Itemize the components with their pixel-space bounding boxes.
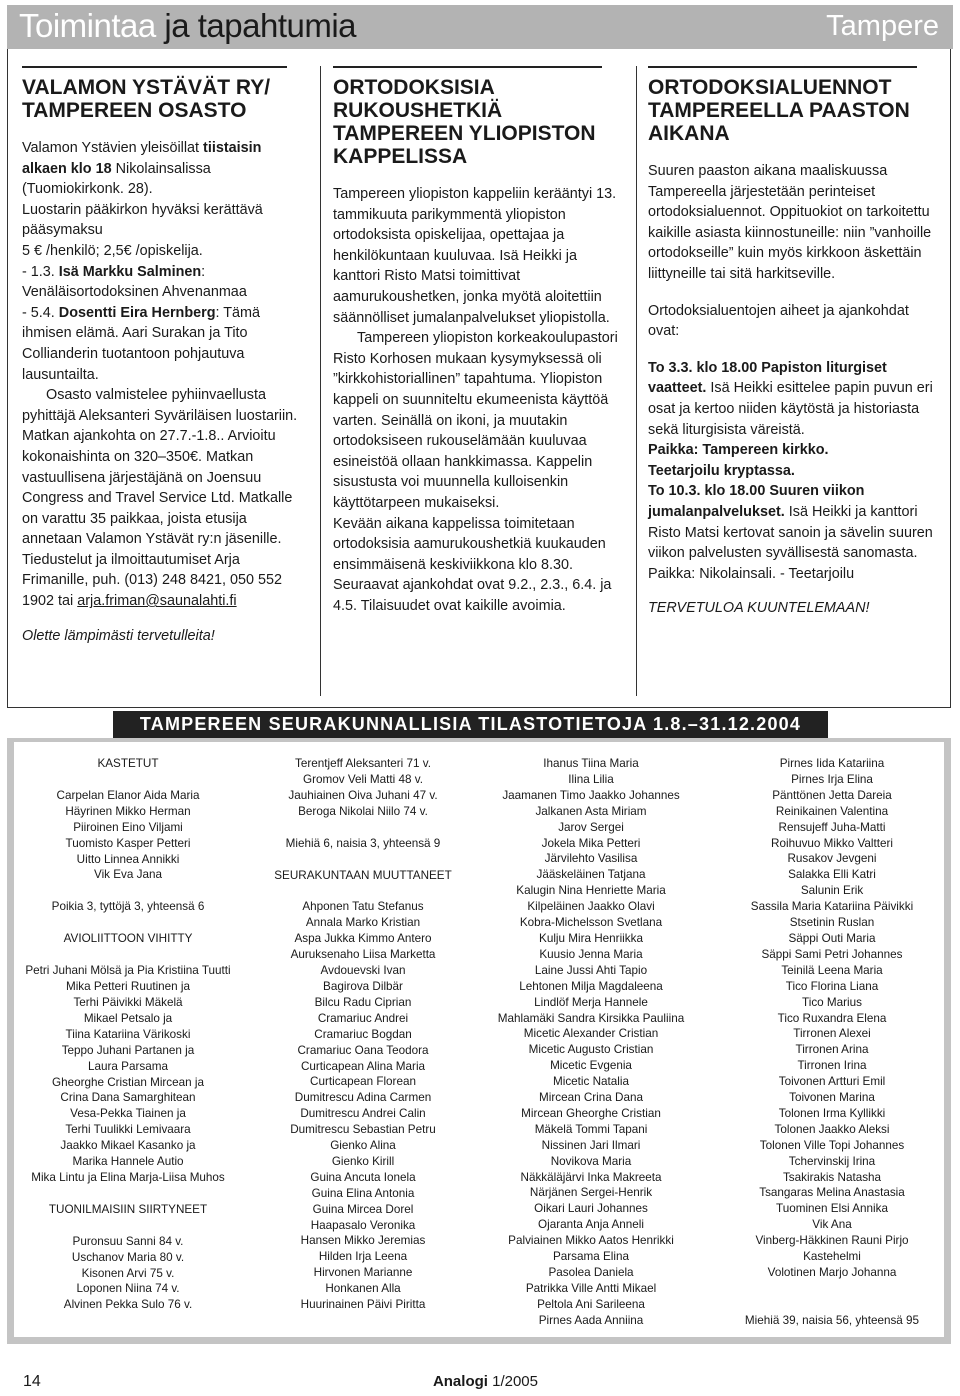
stats-line: Honkanen Alla (325, 1282, 401, 1296)
stats-line: Mircean Crina Dana (539, 1091, 643, 1105)
event-2-place: Paikka: Nikolainsali. - Teetarjoilu (648, 565, 855, 582)
stats-line: Crina Dana Samarghitean (60, 1091, 196, 1105)
stats-line: Ihanus Tiina Maria (543, 757, 639, 770)
stats-line: Mika Lintu ja Elina Marja-Liisa Muhos (31, 1170, 225, 1184)
stats-line: Cramariuc Andrei (317, 1011, 409, 1025)
spacer (15, 772, 241, 788)
stats-line: Alvinen Pekka Sulo 76 v. (63, 1298, 193, 1312)
stats-line: Uschanov Maria 80 v. (71, 1250, 185, 1264)
stats-line: Oikari Lauri Johannes (534, 1202, 648, 1216)
stats-line: Bagirova Dilbär (323, 979, 403, 993)
stats-line: Gienko Kirill (331, 1154, 395, 1168)
paragraph: Tampereen yliopiston korkeakoulupastori Risto Korhosen mukaan kysymyksessä oli ”kirkkohistoriallinen” tapahtuma. Yliopiston kappeli on suunniteltu ekumeenista käyttöä varten. Seinällä on ikoni, ja muutakin ortodoksiseen rukouselämään kuuluvaa esineistöä ollaan hankkimassa. Kappelin sisustusta voi muunnella kulloisenkin käyttötarpeen mukaiseksi. (333, 330, 618, 511)
stats-line: Pirnes Irja Elina (791, 772, 873, 786)
stats-line: Tirronen Arina (795, 1043, 869, 1057)
paragraph: Ortodoksialuentojen aiheet ja ajankohdat ovat: (648, 302, 909, 340)
stats-line: Jaamanen Timo Jaakko Johannes (502, 788, 680, 802)
stats-line: Dumitrescu Andrei Calin (300, 1107, 426, 1121)
stats-line: Terhi Päivikki Mäkelä (73, 995, 183, 1009)
stats-column-3 (485, 756, 697, 1329)
stats-line: Terhi Tuulikki Lemivaara (65, 1123, 191, 1137)
stats-line: Laine Jussi Ahti Tapio (534, 963, 648, 977)
stats-line: Hilden Irja Leena (318, 1250, 408, 1264)
stats-line: Toivonen Marina (789, 1091, 875, 1105)
event-1: To 3.3. klo 18.00 Papiston liturgiset vaatteet. Isä Heikki esittelee papin puvun eri osat ja kertoo niiden käytöstä ja historiasta sekä liturgisista väreistä. (648, 359, 933, 438)
paragraph: Osasto valmistelee pyhiinvaellusta pyhittäjä Aleksanteri Syväriläisen luostariin. Matkan ajankohta on 27.7.-1.8.. Arvioitu kokonaishinta on 320–350€. Matkan vastuullisena järjestäjänä on Joensuu Congress and Travel Service Ltd. Matkalle on varattu 35 paikkaa, joista etusija annetaan Valamon Ystävät ry:n jäsenille. Tiedustelut ja ilmoittautumiset Arja Frimanille, puh. (013) 248 8421, 050 552 1902 tai arja.friman@saunalahti.fi (22, 387, 298, 610)
stats-line: Tirronen Alexei (793, 1027, 871, 1041)
stats-line: Volotinen Marjo Johanna (767, 1266, 897, 1279)
stats-line: Pasolea Daniela (548, 1266, 634, 1279)
stats-line: Marika Hannele Autio (72, 1155, 184, 1169)
stats-line: Annala Marko Kristian (305, 916, 421, 930)
event-2: To 10.3. klo 18.00 Suuren viikon jumalanpalvelukset. Isä Heikki ja kanttori Risto Matsi kertovat sanoin ja sävelin suuren viikon palvelusten syvällisestä sanomasta. (648, 483, 933, 562)
spacer (15, 1218, 241, 1234)
stats-line: Micetic Alexander Cristian (523, 1027, 659, 1041)
issue-number: 1/2005 (492, 1373, 538, 1390)
spacer (714, 1297, 950, 1313)
stats-line: Järvilehto Vasilisa (544, 852, 638, 866)
stats-line: Micetic Augusto Cristian (528, 1043, 654, 1057)
stats-line: Nissinen Jari Ilmari (541, 1138, 641, 1152)
paragraph: Suuren paaston aikana maaliskuussa Tampereella järjestetään perinteiset ortodoksialuennot. Oppituokiot on tarkoitettu kaikille asiasta kiinnostuneille: niin ”vanhoille ortodokseille” kuin myös kirkkoon äskettäin liittyneille tai sitä harkitseville. (648, 163, 932, 282)
stats-line: Avdouevski Ivan (320, 964, 406, 978)
stats-line: Mäkelä Tommi Tapani (534, 1122, 648, 1136)
city-label: Tampere (826, 10, 939, 42)
spacer (714, 1281, 950, 1297)
stats-line: Näkkäläjärvi Inka Makreeta (520, 1170, 662, 1184)
stats-line: Pirnes Iida Katariina (779, 757, 885, 770)
stats-line: Carpelan Elanor Aida Maria (56, 788, 200, 802)
stats-line: Cramariuc Oana Teodora (297, 1043, 429, 1057)
stats-line: Lehtonen Milja Magdaleena (519, 979, 663, 993)
stats-line: Jauhiainen Oiva Juhani 47 v. (288, 788, 438, 802)
stats-line: Haapasalo Veronika (310, 1218, 416, 1232)
stats-line: Micetic Evgenia (550, 1059, 632, 1073)
stats-line: Laura Parsama (88, 1059, 168, 1073)
stats-line: Guina Ancuta Ionela (310, 1170, 416, 1184)
spacer (252, 852, 474, 868)
stats-line: Curticapean Florean (310, 1075, 416, 1089)
closing-line: Olette lämpimästi tervetulleita! (22, 627, 215, 644)
stats-line: Huurinainen Päivi Piritta (300, 1298, 426, 1312)
stats-line: Säppi Outi Maria (788, 931, 876, 945)
stats-line: Gienko Alina (330, 1139, 396, 1153)
stats-line: Auruksenaho Liisa Marketta (290, 948, 436, 962)
stats-line: Vik Eva Jana (93, 868, 162, 882)
stats-line: Poikia 3, tyttöjä 3, yhteensä 6 (51, 900, 205, 914)
stats-line: Uitto Linnea Annikki (76, 852, 180, 866)
stats-line: Jarov Sergei (558, 820, 624, 834)
article-chapel (333, 66, 625, 616)
stats-line: Kulju Mira Henriikka (539, 931, 643, 945)
spacer (15, 883, 241, 899)
stats-line: Parsama Elina (552, 1250, 629, 1264)
spacer (252, 820, 474, 836)
stats-line: Kastehelmi (803, 1250, 861, 1264)
stats-line: Teinilä Leena Maria (781, 963, 883, 977)
stats-line: Palviainen Mikko Aatos Henrikki (508, 1234, 674, 1248)
article-heading: VALAMON YSTÄVÄT RY/ TAMPEREEN OSASTO (22, 76, 271, 122)
stats-line: Miehiä 39, naisia 56, yhteensä 95 (744, 1313, 920, 1327)
event-1-place: Paikka: Tampereen kirkko. (648, 442, 829, 459)
paragraph: 5 € /henkilö; 2,5€ /opiskelija. (22, 242, 203, 259)
stats-line: Cramariuc Bogdan (314, 1027, 412, 1041)
article-heading: ORTODOKSIALUENNOT TAMPEREELLA PAASTON AIKANA (648, 76, 910, 145)
section-header (7, 5, 953, 49)
stats-line: Tuomisto Kasper Petteri (65, 836, 191, 850)
stats-line: Toivonen Artturi Emil (778, 1075, 886, 1089)
stats-line: Guina Elina Antonia (311, 1186, 415, 1200)
stats-line: Tolonen Irma Kyllikki (778, 1106, 886, 1120)
stats-line: Jaakko Mikael Kasanko ja (60, 1139, 196, 1153)
stats-line: Sassila Maria Katariina Päivikki (750, 900, 914, 914)
stats-line: Ahponen Tatu Stefanus (302, 900, 424, 914)
stats-line: Mika Petteri Ruutinen ja (65, 980, 191, 994)
stats-line: Häyrinen Mikko Herman (65, 804, 191, 818)
stats-line: Mahlamäki Sandra Kirsikka Pauliina (497, 1011, 685, 1025)
stats-column-4 (714, 756, 950, 1329)
stats-line: Vesa-Pekka Tiainen ja (70, 1107, 186, 1121)
stats-line: Tolonen Jaakko Aleksi (774, 1122, 890, 1136)
stats-line: Teppo Juhani Partanen ja (61, 1043, 195, 1057)
paragraph: - 5.4. Dosentti Eira Hernberg: Tämä ihmisen elämä. Aari Surakan ja Tito Collianderin tuotantoon pohjautuva lausuntailta. (22, 304, 261, 383)
stats-line: AVIOLIITTOON VIHITTY (63, 932, 193, 946)
stats-line: Ojaranta Anja Anneli (538, 1218, 644, 1232)
stats-line: Aspa Jukka Kimmo Antero (294, 932, 432, 946)
stats-line: Bilcu Radu Ciprian (314, 995, 412, 1009)
stats-line: Vik Ana (812, 1218, 852, 1232)
paragraph: - 1.3. Isä Markku Salminen: Venäläisortodoksinen Ahvenanmaa (22, 263, 247, 301)
column-divider (320, 66, 321, 696)
paragraph: Valamon Ystävien yleisöillat tiistaisin alkaen klo 18 Nikolainsalissa (Tuomiokirkonk. 28). (22, 140, 262, 198)
magazine-name: Analogi 1/2005 (432, 1373, 538, 1390)
stats-line: Pänttönen Jetta Dareia (772, 788, 892, 802)
stats-line: Kuusio Jenna Maria (539, 947, 643, 961)
section-title (19, 7, 356, 45)
column-divider (636, 66, 637, 696)
heading-rule (648, 66, 917, 68)
stats-line: Tuominen Elsi Annika (776, 1202, 888, 1216)
stats-line: Petri Juhani Mölsä ja Pia Kristiina Tuutti (25, 964, 231, 978)
stats-line: Kilpeläinen Jaakko Olavi (527, 900, 655, 914)
stats-line: Kisonen Arvi 75 v. (81, 1266, 175, 1280)
stats-line: Dumitrescu Adina Carmen (294, 1091, 432, 1105)
paragraph: Tampereen yliopiston kappeliin kerääntyi 13. tammikuuta parikymmentä yliopiston ortodoksista opiskelijaa, opettajaa ja henkilökuntaan kuuluvaa. Isä Heikki ja kanttori Risto Matsi toimittivat aamurukoushetken, jonka myötä aloitettiin säännölliset jumalanpalvelukset yliopistolla. (333, 186, 617, 326)
stats-line: Tico Ruxandra Elena (777, 1011, 887, 1025)
stats-line: Lindlöf Merja Hannele (534, 995, 648, 1009)
stats-line: Micetic Natalia (553, 1075, 629, 1089)
email-link[interactable]: arja.friman@saunalahti.fi (77, 593, 237, 610)
stats-line: Roihuvuo Mikko Valtteri (771, 836, 893, 850)
spacer (15, 947, 241, 963)
section-title-dark: ja tapahtumia (164, 7, 357, 44)
stats-line: Stsetinin Ruslan (789, 916, 875, 930)
spacer (15, 1186, 241, 1202)
stats-line: Piiroinen Eino Viljami (73, 820, 183, 834)
stats-line: Kobra-Michelsson Svetlana (519, 916, 663, 930)
stats-line: Tico Florina Liana (785, 979, 879, 993)
stats-line: Novikova Maria (550, 1154, 632, 1168)
spacer (252, 883, 474, 899)
stats-line: Rensujeff Juha-Matti (778, 820, 886, 834)
stats-line: Salunin Erik (800, 884, 864, 898)
stats-line: Närjänen Sergei-Henrik (529, 1186, 653, 1200)
heading-rule (22, 66, 287, 68)
event-1-extra: Teetarjoilu kryptassa. (648, 462, 795, 479)
article-heading: ORTODOKSISIA RUKOUSHETKIÄ TAMPEREEN YLIOPISTON KAPPELISSA (333, 76, 596, 168)
stats-title: TAMPEREEN SEURAKUNNALLISIA TILASTOTIETOJA 1.8.–31.12.2004 (113, 711, 828, 738)
stats-line: Vinberg-Häkkinen Rauni Pirjo (755, 1234, 909, 1248)
stats-line: Guina Mircea Dorel (312, 1202, 414, 1216)
stats-line: Reinikainen Valentina (775, 804, 889, 818)
stats-line: Tolonen Ville Topi Johannes (759, 1138, 905, 1152)
stats-line: Miehiä 6, naisia 3, yhteensä 9 (285, 836, 441, 850)
stats-line: Peltola Ani Sarileena (537, 1297, 645, 1311)
stats-line: KASTETUT (97, 757, 159, 770)
stats-line: Dumitrescu Sebastian Petru (290, 1123, 436, 1137)
stats-line: Hirvonen Marianne (313, 1266, 413, 1280)
stats-line: Tirronen Irina (797, 1059, 867, 1073)
stats-line: Säppi Sami Petri Johannes (761, 947, 903, 961)
paragraph: Kevään aikana kappelissa toimitetaan ortodoksisia aamurukoushetkiä kuukauden ensimmäisenä keskiviikkona klo 8.30. Seuraavat ajankohdat ovat 9.2., 2.3., 6.4. ja 4.5. Tilaisuudet ovat kaikille avoimia. (333, 515, 612, 614)
stats-line: Tsangaras Melina Anastasia (759, 1186, 905, 1200)
page-number: 14 (23, 1373, 41, 1390)
stats-line: TUONILMAISIIN SIIRTYNEET (48, 1202, 208, 1216)
article-lectures (648, 66, 940, 619)
stats-column-2 (252, 756, 474, 1313)
stats-line: Jokela Mika Petteri (541, 836, 641, 850)
stats-line: Terentjeff Aleksanteri 71 v. (295, 757, 431, 770)
stats-line: Hansen Mikko Jeremias (300, 1234, 426, 1248)
stats-line: Puronsuu Sanni 84 v. (72, 1234, 184, 1248)
stats-line: Beroga Nikolai Niilo 74 v. (298, 804, 428, 818)
spacer (15, 915, 241, 931)
stats-line: Jalkanen Asta Miriam (535, 804, 647, 818)
stats-line: Tiina Katariina Värikoski (65, 1027, 191, 1041)
stats-line: Patrikka Ville Antti Mikael (525, 1281, 657, 1295)
article-valamo (22, 66, 310, 646)
stats-line: Gromov Veli Matti 48 v. (303, 772, 423, 786)
closing-line: TERVETULOA KUUNTELEMAAN! (648, 600, 870, 617)
heading-rule (333, 66, 602, 68)
section-title-light: Toimintaa (19, 7, 156, 44)
paragraph: Luostarin pääkirkon hyväksi kerättävä pääsymaksu (22, 201, 263, 239)
stats-line: Tico Marius (802, 995, 862, 1009)
stats-column-1 (15, 756, 241, 1313)
stats-line: Salakka Elli Katri (788, 868, 876, 882)
stats-line: Tsakirakis Natasha (782, 1170, 882, 1184)
stats-line: Rusakov Jevgeni (787, 852, 877, 866)
stats-line: Kalugin Nina Henriette Maria (516, 884, 666, 898)
stats-line: SEURAKUNTAAN MUUTTANEET (274, 868, 452, 882)
stats-line: Jääskeläinen Tatjana (536, 868, 646, 882)
stats-line: Tchervinskij Irina (788, 1154, 876, 1168)
stats-line: Mircean Gheorghe Cristian (521, 1106, 661, 1120)
stats-line: Ilina Lilia (568, 772, 614, 786)
stats-line: Mikael Petsalo ja (83, 1011, 173, 1025)
stats-line: Gheorghe Cristian Mircean ja (51, 1075, 204, 1089)
stats-line: Curticapean Alina Maria (300, 1059, 426, 1073)
stats-line: Pirnes Aada Anniina (538, 1313, 644, 1327)
stats-line: Loponen Niina 74 v. (76, 1282, 180, 1296)
